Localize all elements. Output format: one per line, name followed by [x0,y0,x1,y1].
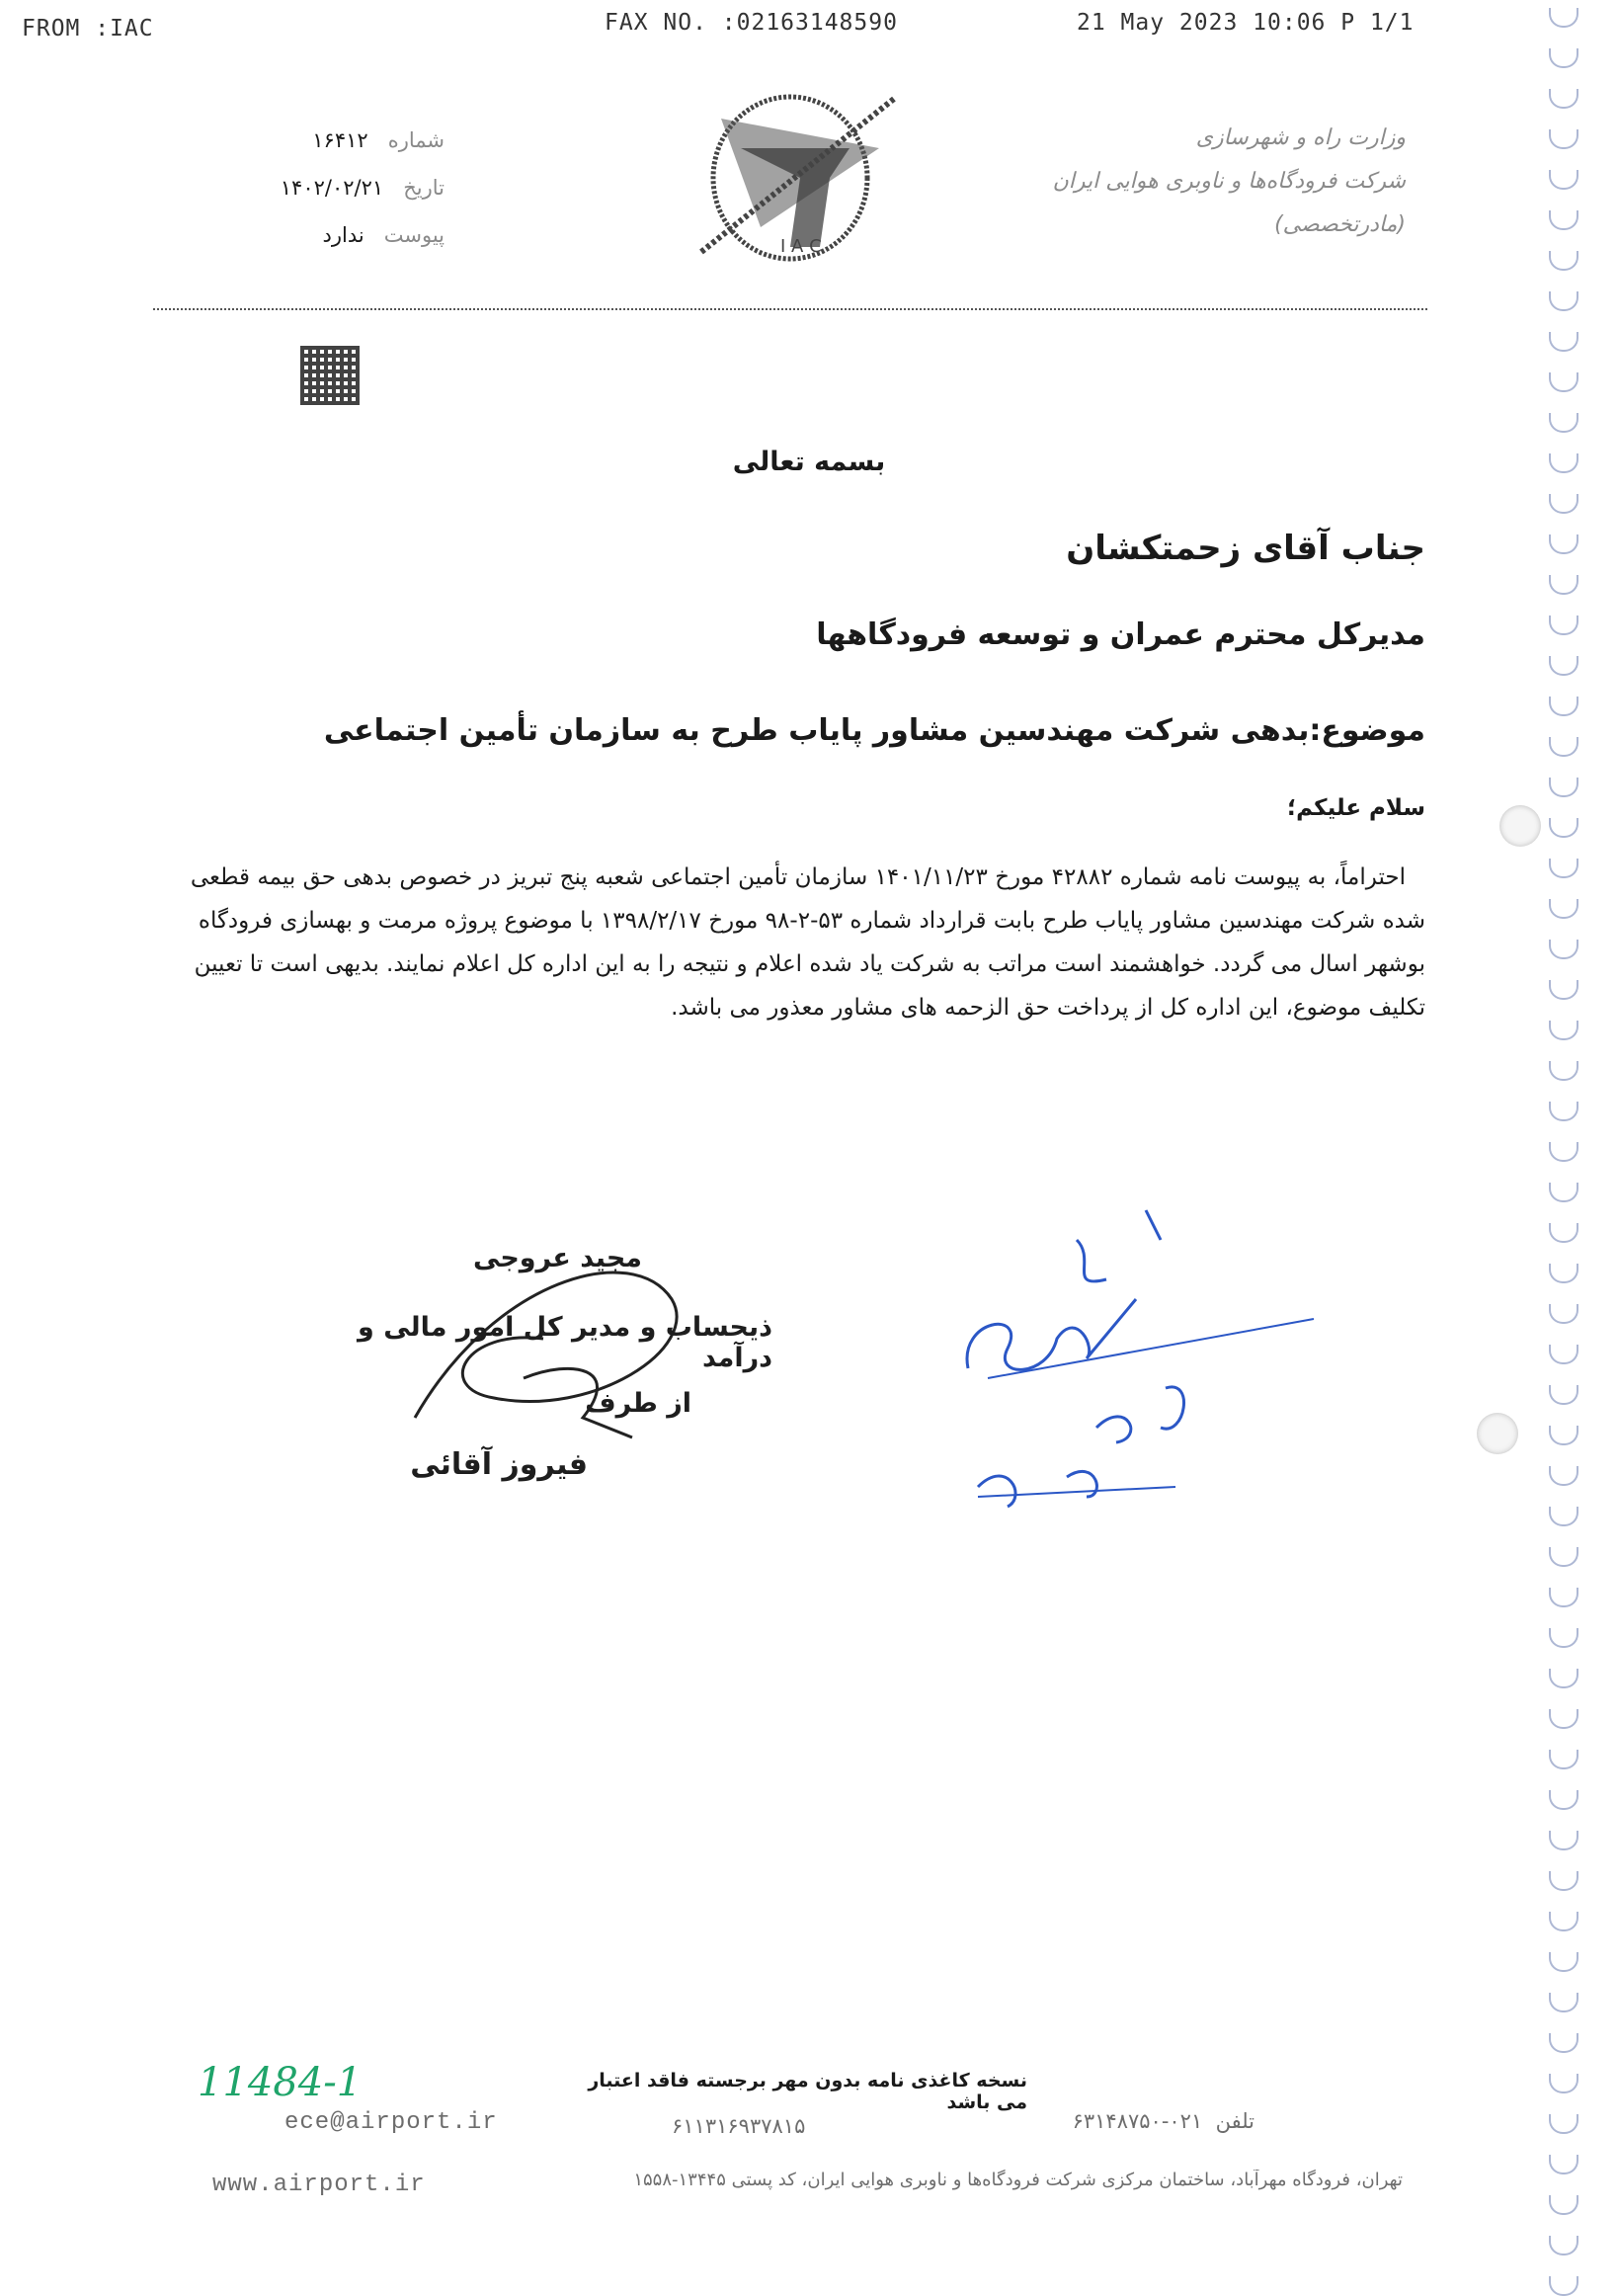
perforation-hole [1549,1466,1578,1486]
perforation-hole [1549,1547,1578,1567]
footer-fax: ۶۱۱۳۱۶۹۳۷۸۱۵ [672,2114,806,2138]
footer-phone [1027,2109,1254,2133]
perforation-hole [1549,534,1578,554]
perforation-hole [1549,980,1578,1000]
perforation-hole [1549,2155,1578,2174]
perforation-hole [1549,1831,1578,1850]
phone-value: ۰۲۱-۶۳۱۴۸۷۵۰ [1072,2109,1203,2133]
ministry-name: وزارت راه و شهرسازی [1195,125,1406,150]
subject-line: موضوع:بدهی شرکت مهندسین مشاور پایاب طرح به سازمان تأمین اجتماعی [323,713,1425,748]
perforation-hole [1549,1507,1578,1526]
perforation-hole [1549,737,1578,757]
tractor-feed-perforation [1549,0,1588,2295]
svg-text:I A C: I A C [780,236,822,257]
body-line: شده شرکت مهندسین مشاور پایاب طرح بابت قرارداد شماره ۵۳-۲-۹۸ مورخ ۱۳۹۸/۲/۱۷ با موضوع پروژه مرمت و بهسازی فرودگاه [198,908,1425,934]
perforation-hole [1549,1871,1578,1891]
perforation-hole [1549,859,1578,878]
perforation-hole [1549,2114,1578,2134]
perforation-hole [1549,2033,1578,2053]
perforation-hole [1549,1709,1578,1729]
attachment-value: ندارد [322,223,364,247]
green-handwritten-number: 11484-1 [198,2060,363,2105]
perforation-hole [1549,1912,1578,1931]
greeting: سلام علیکم؛ [1286,795,1425,821]
perforation-hole [1549,1345,1578,1364]
letter-meta [237,117,445,259]
perforation-hole [1549,1628,1578,1648]
number-value: ۱۶۴۱۲ [312,128,368,152]
perforation-hole [1549,818,1578,838]
footer-disclaimer: نسخه کاغذی نامه بدون مهر برجسته فاقد اعتبار می باشد [588,2070,1027,2113]
perforation-hole [1549,1993,1578,2012]
invocation: بسمه تعالی [732,447,886,477]
perforation-hole [1549,615,1578,635]
perforation-hole [1549,575,1578,595]
footer-website: www.airport.ir [212,2172,426,2198]
perforation-hole [1549,940,1578,959]
perforation-hole [1549,413,1578,433]
letterhead-org [991,117,1406,247]
perforation-hole [1549,1183,1578,1202]
perforation-hole [1549,89,1578,109]
perforation-hole [1549,1790,1578,1810]
attachment-label: پیوست [383,223,445,247]
on-behalf-label: از طرف [585,1388,691,1419]
perforation-hole [1549,129,1578,149]
perforation-hole [1549,2195,1578,2215]
perforation-hole [1549,372,1578,392]
perforation-hole [1549,1952,1578,1972]
perforation-hole [1549,2276,1578,2296]
perforation-hole [1549,1426,1578,1445]
addressee-title: مدیرکل محترم عمران و توسعه فرودگاهها [816,617,1425,652]
fax-number: FAX NO. :02163148590 [605,10,898,36]
perforation-hole [1549,1223,1578,1243]
perforation-hole [1549,2236,1578,2255]
number-label: شماره [387,128,445,152]
fax-datetime: 21 May 2023 10:06 P 1/1 [1077,10,1415,36]
perforation-hole [1549,1142,1578,1162]
airport-company-logo [682,79,899,277]
body-line: احتراماً، به پیوست نامه شماره ۴۲۸۸۲ مورخ ۱۴۰۱/۱۱/۲۳ سازمان تأمین اجتماعی شعبه پنج تبریز در خصوص بدهی حق بیمه قطعی [190,864,1406,890]
fax-from: FROM :IAC [22,16,154,41]
footer-email: ece@airport.ir [284,2109,498,2136]
perforation-hole [1549,1021,1578,1040]
qr-code [300,346,360,405]
perforation-hole [1549,332,1578,352]
phone-label: تلفن [1215,2109,1254,2133]
perforation-hole [1549,1669,1578,1688]
perforation-hole [1549,1750,1578,1769]
signer-name: مجید عروجی [473,1243,642,1273]
body-line: بوشهر اسال می گردد. خواهشمند است مراتب به شرکت یاد شده اعلام و نتیجه را به این اداره کل اعلام نمایند. بدیهی است تا تعیین [194,951,1425,977]
date-label: تاریخ [403,176,445,200]
footer-address: تهران، فرودگاه مهرآباد، ساختمان مرکزی شرکت فرودگاه‌ها و ناوبری هوایی ایران، کد پستی ۱۳۴۴۵-۱۵۵۸ [633,2170,1403,2190]
addressee-name: جناب آقای زحمتکشان [1066,529,1425,568]
perforation-hole [1549,1102,1578,1121]
perforation-hole [1549,1385,1578,1405]
perforation-hole [1549,899,1578,919]
perforation-hole [1549,697,1578,716]
punch-hole-mark [1499,805,1541,847]
header-divider [153,308,1427,310]
perforation-hole [1549,1304,1578,1324]
date-value: ۱۴۰۲/۰۲/۲۱ [280,176,384,200]
body-line: تکلیف موضوع، این اداره کل از پرداخت حق الزحمه های مشاور معذور می باشد. [671,995,1425,1021]
perforation-hole [1549,291,1578,311]
company-name: شرکت فرودگاه‌ها و ناوبری هوایی ایران (مادرتخصصی) [1052,169,1406,237]
perforation-hole [1549,494,1578,514]
deputy-name: فیروز آقائی [410,1447,588,1482]
perforation-hole [1549,251,1578,271]
perforation-hole [1549,2074,1578,2093]
perforation-hole [1549,656,1578,676]
punch-hole-mark [1477,1413,1518,1454]
blue-handwritten-note [948,1200,1324,1536]
perforation-hole [1549,48,1578,68]
perforation-hole [1549,170,1578,190]
signer-title: ذیحساب و مدیر کل امور مالی و درآمد [358,1312,772,1373]
letter-body [131,856,1425,1029]
perforation-hole [1549,1264,1578,1283]
perforation-hole [1549,1588,1578,1607]
perforation-hole [1549,1061,1578,1081]
perforation-hole [1549,778,1578,797]
perforation-hole [1549,8,1578,28]
perforation-hole [1549,210,1578,230]
